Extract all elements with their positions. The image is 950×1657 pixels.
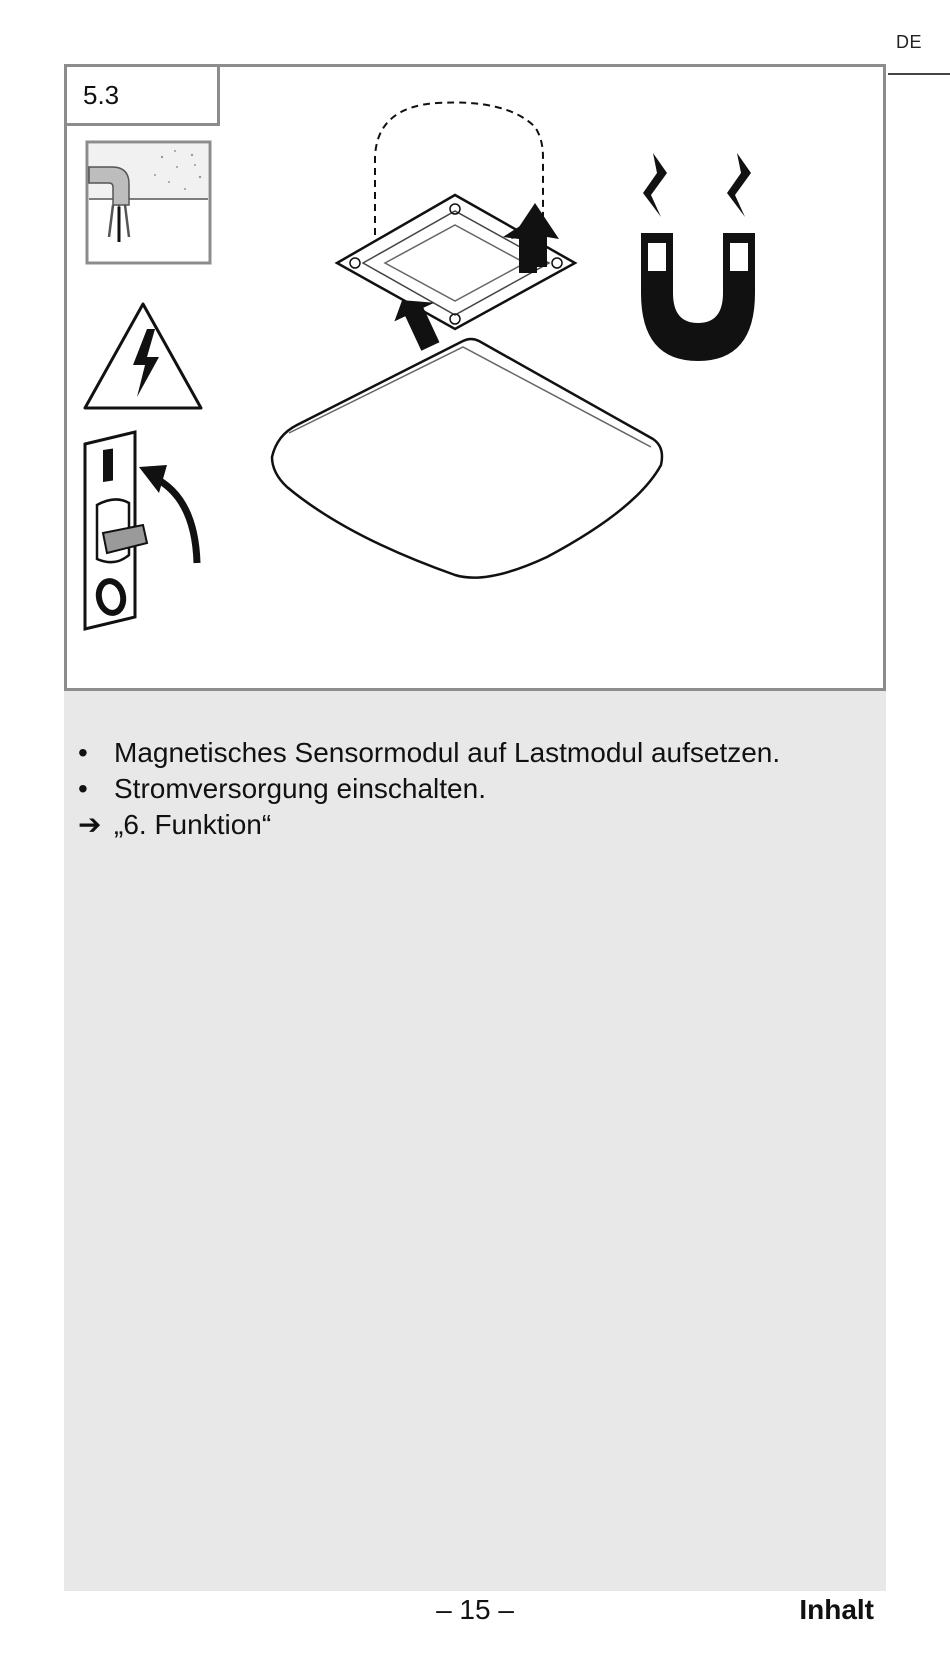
figure-frame (64, 64, 886, 691)
list-item (78, 771, 780, 807)
instructions-panel (64, 691, 886, 1591)
figure-illustration (67, 67, 883, 688)
magnet-icon (641, 153, 755, 361)
arrow-right-icon: ➔ (78, 809, 102, 840)
bullet: • (78, 737, 88, 768)
sensor-module-assembly-illustration (272, 103, 662, 578)
instruction-text: Magnetisches Sensormodul auf Lastmodul aufsetzen. (114, 737, 781, 768)
toc-link[interactable]: Inhalt (799, 1594, 874, 1625)
cross-reference[interactable] (78, 807, 271, 843)
instruction-text: Stromversorgung einschalten. (114, 773, 486, 804)
language-label: DE (895, 32, 922, 52)
list-item (78, 735, 780, 771)
header-rule (888, 73, 950, 75)
cross-reference-text[interactable]: „6. Funktion“ (114, 809, 272, 840)
bullet: • (78, 773, 88, 804)
cable-surface-icon (87, 142, 210, 263)
page-number: – 15 – (436, 1594, 514, 1625)
circuit-breaker-switch-icon (85, 432, 197, 629)
instruction-list (78, 735, 780, 807)
step-number: 5.3 (64, 64, 220, 126)
high-voltage-warning-icon (85, 304, 201, 408)
